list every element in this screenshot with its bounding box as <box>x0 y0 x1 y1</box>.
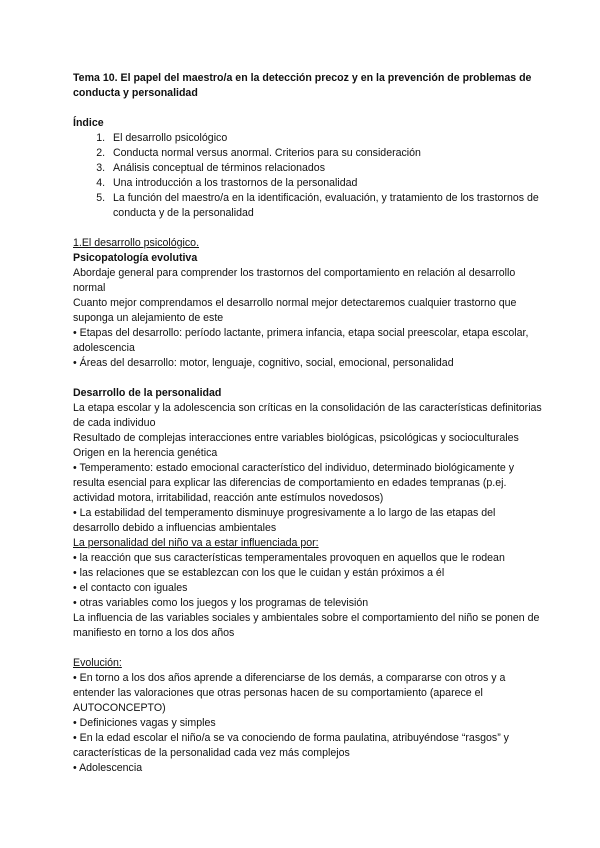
index-item: 3. Análisis conceptual de términos relacionados <box>108 161 543 176</box>
bullet-item: • las relaciones que se establezcan con los que le cuidan y están próximos a él <box>73 567 445 579</box>
section-desarrollo-psicologico <box>73 236 543 371</box>
bullet-item: • el contacto con iguales <box>73 582 188 594</box>
index-heading: Índice <box>73 117 104 129</box>
paragraph: Origen en la herencia genética <box>73 447 218 459</box>
bullet-item: • la reacción que sus características temperamentales provoquen en aquellos que le rodean <box>73 552 505 564</box>
section-heading: 1.El desarrollo psicológico. <box>73 237 200 249</box>
bullet-item: • Temperamento: estado emocional característico del individuo, determinado biológicamente y resulta esencial para explicar las diferencias de comportamiento en edades tempranas (p.ej. actividad motora, irritabilidad, reacción ante estímulos novedosos) <box>73 462 515 504</box>
paragraph: Cuanto mejor comprendamos el desarrollo normal mejor detectaremos cualquier trastorno que suponga un alejamiento de este <box>73 297 517 324</box>
index-list <box>73 131 543 221</box>
paragraph: La etapa escolar y la adolescencia son críticas en la consolidación de las características definitorias de cada individuo <box>73 402 542 429</box>
bullet-item: • otras variables como los juegos y los programas de televisión <box>73 597 369 609</box>
bullet-item: • En torno a los dos años aprende a diferenciarse de los demás, a compararse con otros y a entender las valoraciones que otras personas hacen de su comportamiento (aparece el AUTOCONCEPTO) <box>73 672 506 714</box>
paragraph: La influencia de las variables sociales y ambientales sobre el comportamiento del niño se ponen de manifiesto en torno a los dos años <box>73 612 540 639</box>
document-content <box>73 71 543 776</box>
influence-heading: La personalidad del niño va a estar influenciada por: <box>73 537 319 549</box>
section-desarrollo-personalidad <box>73 386 543 641</box>
paragraph: Abordaje general para comprender los trastornos del comportamiento en relación al desarrollo normal <box>73 267 516 294</box>
document-title: Tema 10. El papel del maestro/a en la detección precoz y en la prevención de problemas de conducta y personalidad <box>73 72 532 99</box>
bullet-item: • Adolescencia <box>73 762 143 774</box>
bullet-item: • En la edad escolar el niño/a se va conociendo de forma paulatina, atribuyéndose “rasgos” y características de la personalidad cada vez más complejos <box>73 732 509 759</box>
index-item: 5. La función del maestro/a en la identificación, evaluación, y tratamiento de los trastornos de conducta y de la personalidad <box>108 191 543 221</box>
bullet-item: • La estabilidad del temperamento disminuye progresivamente a lo largo de las etapas del desarrollo debido a influencias ambientales <box>73 507 496 534</box>
index-item: 4. Una introducción a los trastornos de la personalidad <box>108 176 543 191</box>
paragraph: Resultado de complejas interacciones entre variables biológicas, psicológicas y socioculturales <box>73 432 519 444</box>
section-heading: Evolución: <box>73 657 122 669</box>
section-evolucion <box>73 656 543 776</box>
index-item: 1. El desarrollo psicológico <box>108 131 543 146</box>
subsection-heading: Psicopatología evolutiva <box>73 252 198 264</box>
bullet-item: • Áreas del desarrollo: motor, lenguaje, cognitivo, social, emocional, personalidad <box>73 357 454 369</box>
index-item: 2. Conducta normal versus anormal. Criterios para su consideración <box>108 146 543 161</box>
bullet-item: • Etapas del desarrollo: período lactante, primera infancia, etapa social preescolar, etapa escolar, adolescencia <box>73 327 529 354</box>
section-heading: Desarrollo de la personalidad <box>73 387 222 399</box>
bullet-item: • Definiciones vagas y simples <box>73 717 216 729</box>
